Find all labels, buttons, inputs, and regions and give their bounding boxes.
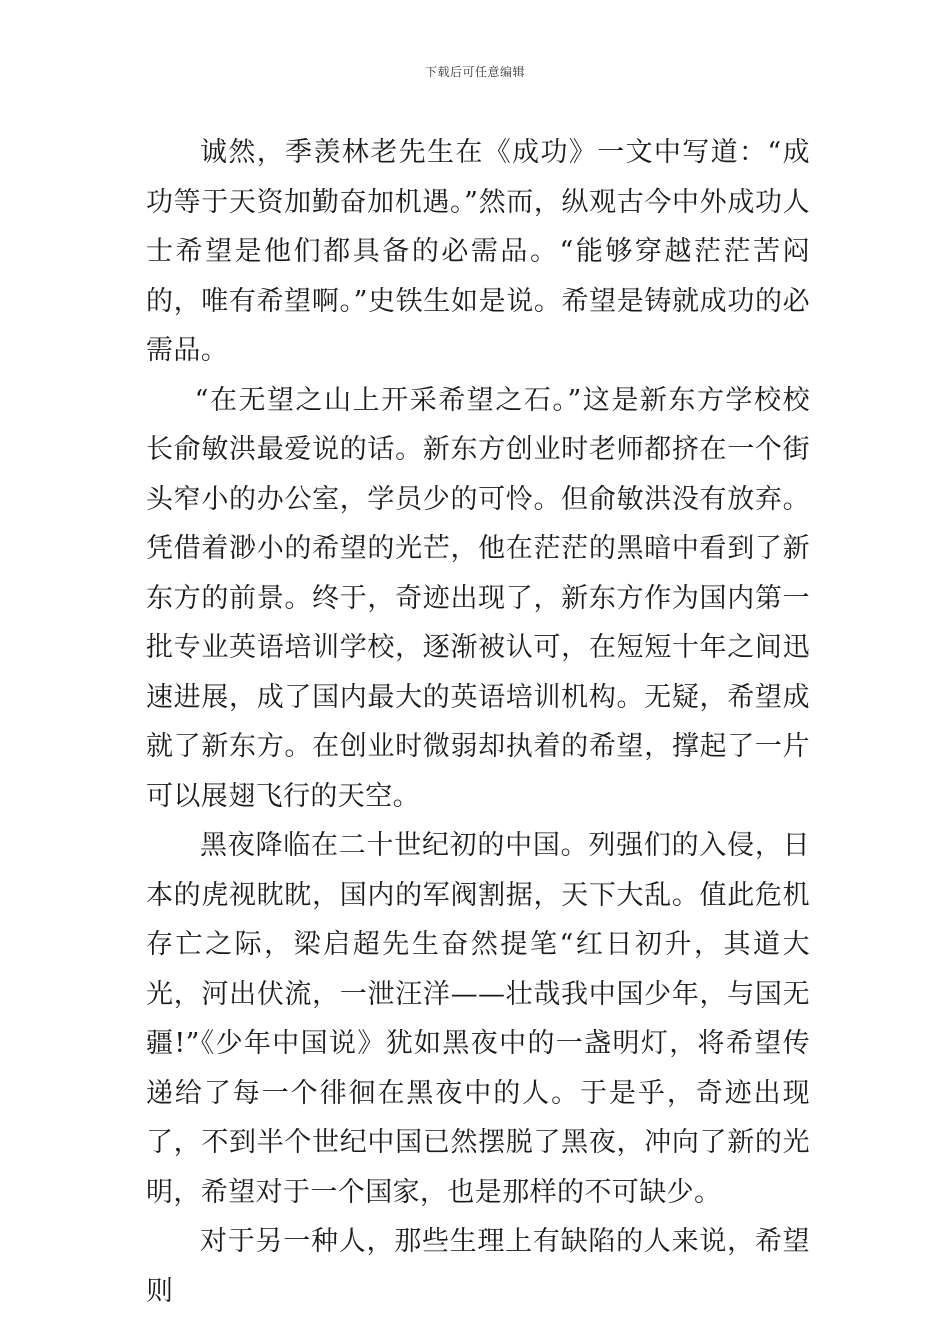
paragraph-new-oriental: “在无望之山上开采希望之石。”这是新东方学校校长俞敏洪最爱说的话。新东方创业时老师都挤在一个街头窄小的办公室，学员少的可怜。但俞敏洪没有放弃。凭借着渺小的希望的光芒，他在茫茫的黑暗中看到了新东方的前景。终于，奇迹出现了，新东方作为国内第一批专业英语培训学校，逐渐被认可，在短短十年之间迅速进展，成了国内最大的英语培训机构。无疑，希望成就了新东方。在创业时微弱却执着的希望，撑起了一片可以展翅飞行的天空。 bbox=[146, 384, 810, 812]
paragraph-success: 诚然，季羡林老先生在《成功》一文中写道：“成功等于天资加勤奋加机遇。”然而，纵观古今中外成功人士希望是他们都具备的必需品。“能够穿越茫茫苦闷的，唯有希望啊。”史铁生如是说。希望是铸就成功的必需品。 bbox=[146, 137, 810, 366]
paragraph-disability: 对于另一种人，那些生理上有缺陷的人来说，希望则 bbox=[146, 1226, 810, 1307]
page-header: 下载后可任意编辑 bbox=[424, 65, 525, 79]
essay-body bbox=[146, 128, 810, 1316]
paragraph-young-china: 黑夜降临在二十世纪初的中国。列强们的入侵，日本的虎视眈眈，国内的军阀割据，天下大乱。值此危机存亡之际，梁启超先生奋然提笔“红日初升，其道大光，河出伏流，一泄汪洋——壮哉我中国少年，与国无疆!”《少年中国说》犹如黑夜中的一盏明灯，将希望传递给了每一个徘徊在黑夜中的人。于是乎，奇迹出现了，不到半个世纪中国已然摆脱了黑夜，冲向了新的光明，希望对于一个国家，也是那样的不可缺少。 bbox=[146, 830, 810, 1208]
